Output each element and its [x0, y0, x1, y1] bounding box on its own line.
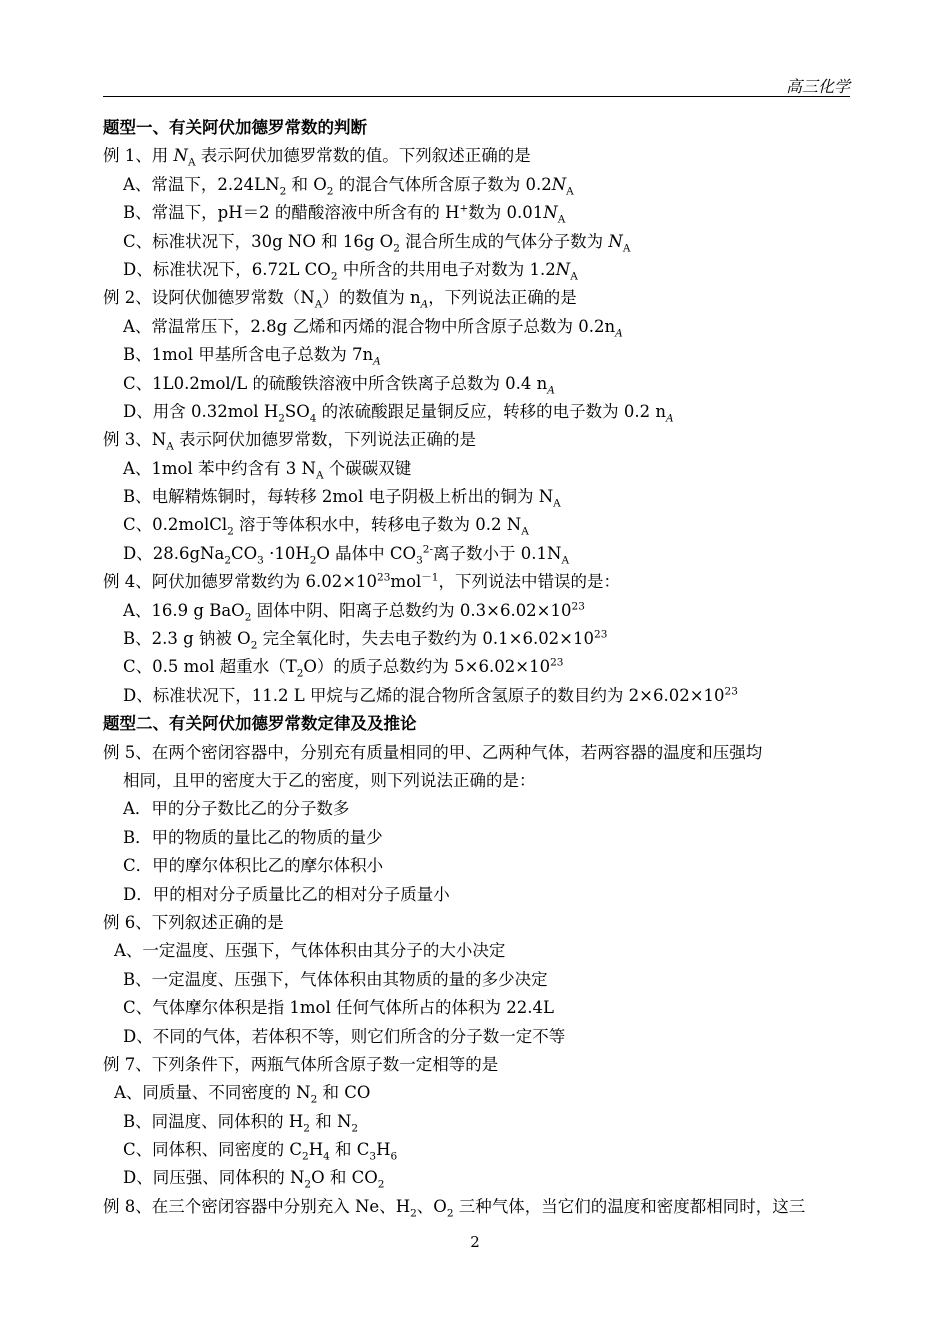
question-stem: 例 5、在两个密闭容器中，分别充有质量相同的甲、乙两种气体，若两容器的温度和压强均	[103, 742, 763, 762]
answer-option: C．甲的摩尔体积比乙的摩尔体积小	[123, 856, 384, 876]
question-stem: 例 2、设阿伏伽德罗常数$(N_A)$的数值为 $n_A$，下列说法正确的是	[103, 288, 577, 311]
question-stem: 例 4、阿伏加德罗常数约为 $6.02\times 10^{23}mol^{-1}$，下列说法中错误的是：	[103, 571, 620, 592]
answer-option: D、标准状况下，11.2 L 甲烷与乙烯的混合物所含氢原子的数目约为 $2\times 6.02\times 10^{23}$	[123, 685, 738, 705]
answer-option: A、16.9 g BaO$_2$ 固体中阴、阳离子总数约为 $0.3\times 6.02\times 10^{23}$	[123, 600, 585, 623]
answer-option: C、0.2molCl$_2$ 溶于等体积水中，转移电子数为 0.2 $N_A$	[123, 515, 529, 538]
question-continuation: 相同，且甲的密度大于乙的密度，则下列说法正确的是：	[123, 770, 536, 790]
answer-option: C、同体积、同密度的 $C_2H_4$ 和 $C_3H_6$	[123, 1140, 398, 1163]
answer-option: C、1L0.2mol/L 的硫酸铁溶液中所含铁离子总数为 0.4 $n_A$	[123, 373, 555, 396]
answer-option: B、一定温度、压强下，气体体积由其物质的量的多少决定	[123, 969, 548, 989]
question-stem: 例 6、下列叙述正确的是	[103, 912, 284, 932]
question-stem: 例 8、在三个密闭容器中分别充入 Ne、$H_2$、$O_2$ 三种气体，当它们的温度和密度都相同时，这三	[103, 1196, 806, 1220]
page-number: 2	[470, 1233, 480, 1251]
document-body	[103, 114, 863, 1221]
page-header	[103, 72, 850, 97]
answer-option: D、用含 0.32mol $H_2SO_4$ 的浓硫酸跟足量铜反应，转移的电子数为 0.2 $n_A$	[123, 401, 674, 425]
question-stem: 例 1、用 $N_A$ 表示阿伏加德罗常数的值。下列叙述正确的是	[103, 146, 531, 169]
answer-option: D．甲的相对分子质量比乙的相对分子质量小	[123, 884, 450, 904]
answer-option: B、同温度、同体积的 $H_2$ 和 $N_2$	[123, 1111, 359, 1134]
answer-option: A、常温常压下，2.8g 乙烯和丙烯的混合物中所含原子总数为 $0.2n_A$	[123, 316, 623, 340]
answer-option: D、$28.6gNa_2CO_3 \cdot 10H_2O$ 晶体中 $CO_3^{2-}$离子数小于 $0.1N_A$	[123, 543, 570, 567]
answer-option: D、不同的气体，若体积不等，则它们所含的分子数一定不等	[123, 1026, 566, 1046]
answer-option: D、同压强、同体积的 $N_2O$ 和 $CO_2$	[123, 1168, 385, 1191]
question-stem: 例 3、$N_A$ 表示阿伏加德罗常数，下列说法正确的是	[103, 430, 477, 453]
answer-option: A、同质量、不同密度的 $N_2$ 和 CO	[114, 1083, 371, 1106]
answer-option: B、电解精炼铜时，每转移 2mol 电子阴极上析出的铜为 $N_A$	[123, 487, 561, 510]
answer-option: B、常温下，pH＝2 的醋酸溶液中所含有的 H+数为 $0.01N_A$	[123, 202, 566, 226]
answer-option: C、0.5 mol 超重水$(T_2O)$的质子总数约为 $5\times 6.02\times 10^{23}$	[123, 656, 564, 680]
header-title: 高三化学	[785, 77, 850, 96]
answer-option: D、标准状况下，6.72L $CO_2$ 中所含的共用电子对数为 $1.2N_A$	[123, 259, 578, 283]
answer-option: C、气体摩尔体积是指 1mol 任何气体所占的体积为 22.4L	[123, 998, 554, 1018]
answer-option: C、标准状况下，30g NO 和 16g $O_2$ 混合所生成的气体分子数为 $N_A$	[123, 231, 631, 254]
answer-option: B、1mol 甲基所含电子总数为 $7n_A$	[123, 345, 381, 368]
answer-option: A、1mol 苯中约含有 3 $N_A$ 个碳碳双键	[123, 458, 412, 481]
section-heading: 题型二、有关阿伏加德罗常数定律及及推论	[103, 714, 417, 734]
answer-option: B．甲的物质的量比乙的物质的量少	[123, 827, 383, 847]
section-heading: 题型一、有关阿伏加德罗常数的判断	[103, 118, 367, 137]
answer-option: B、2.3 g 钠被 $O_2$ 完全氧化时，失去电子数约为 $0.1\times 6.02\times 10^{23}$	[123, 628, 608, 652]
question-stem: 例 7、下列条件下，两瓶气体所含原子数一定相等的是	[103, 1054, 499, 1074]
answer-option: A、常温下，$2.24LN_2$ 和 $O_2$ 的混合气体所含原子数为 $0.2N_A$	[123, 174, 574, 198]
answer-option: A、一定温度、压强下，气体体积由其分子的大小决定	[114, 941, 506, 961]
answer-option: A．甲的分子数比乙的分子数多	[123, 799, 350, 819]
